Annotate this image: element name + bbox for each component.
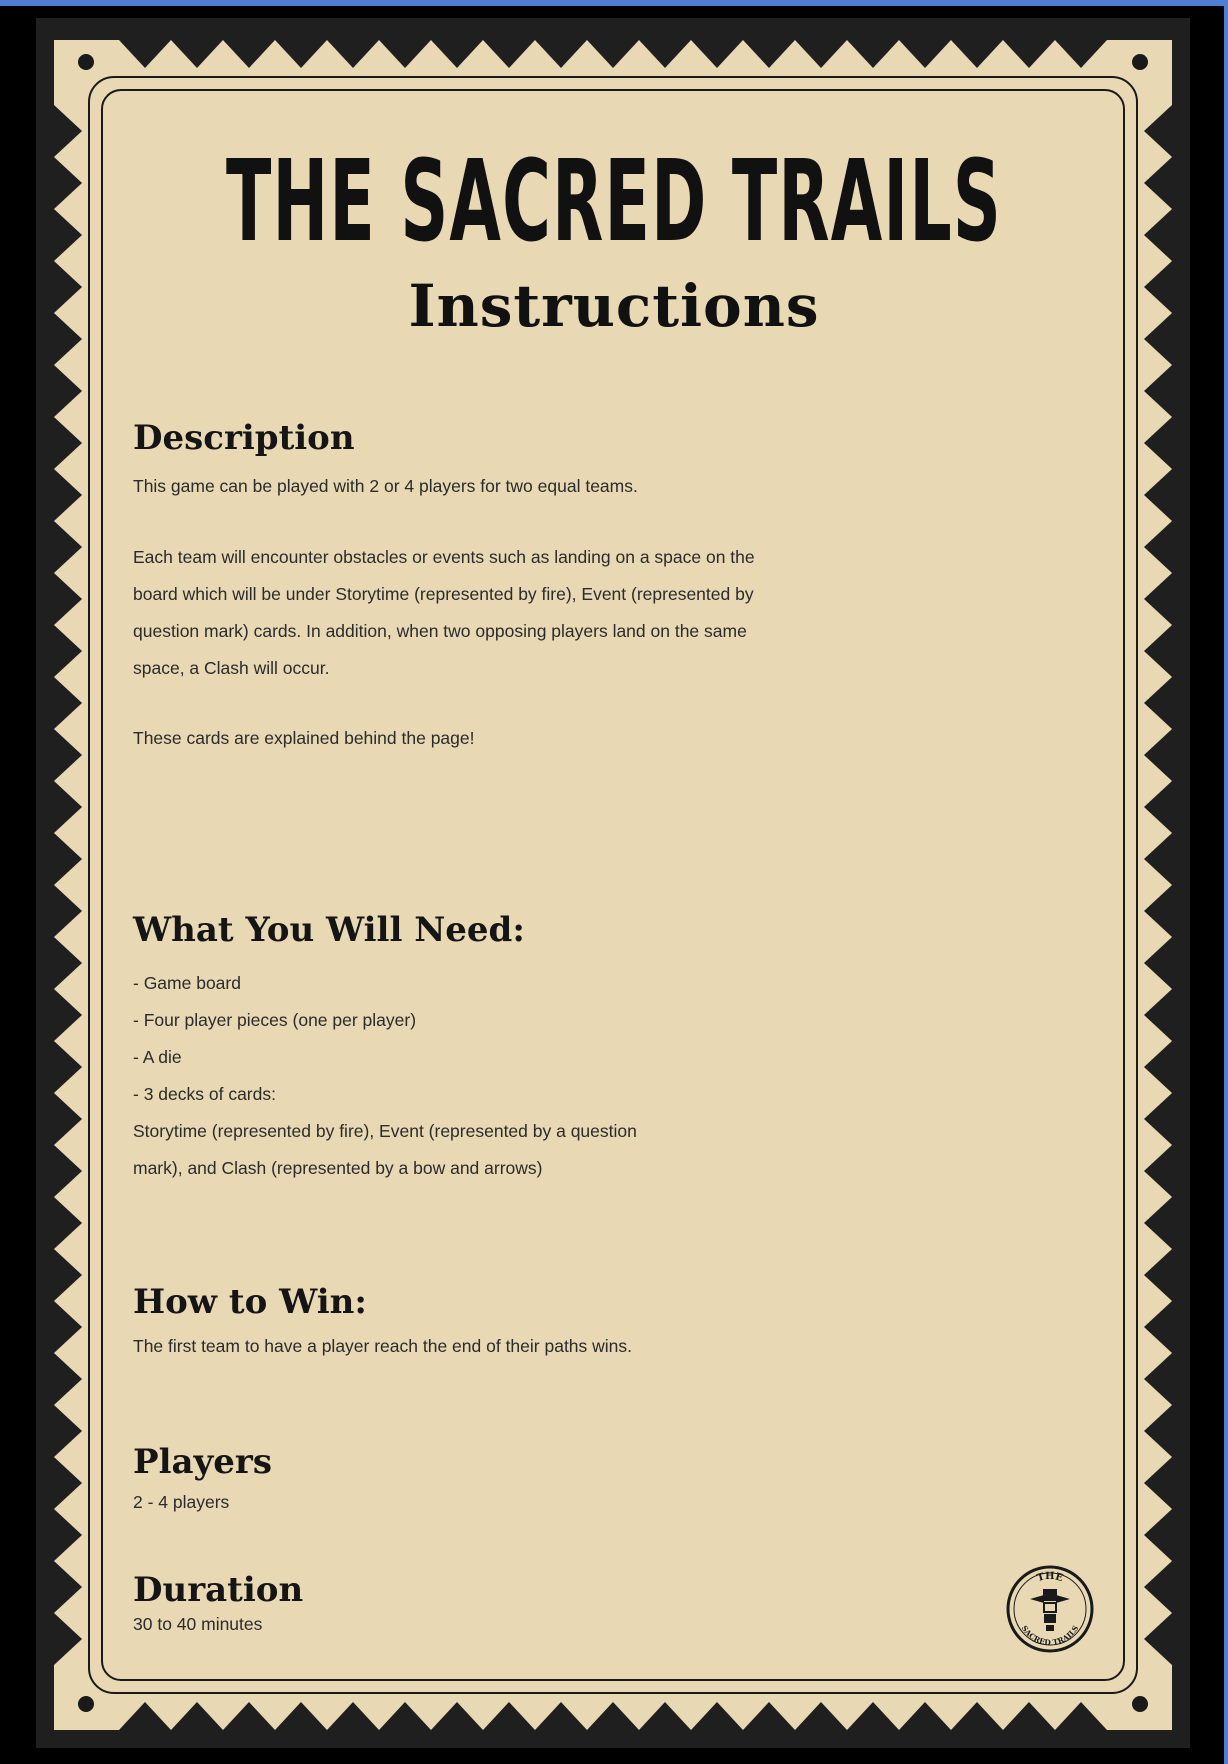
corner-dot-top-left [78,54,94,70]
border-tooth-bottom [535,1702,587,1730]
duration-text: 30 to 40 minutes [133,1614,263,1634]
players-heading: Players [133,1442,272,1482]
border-tooth-right [1144,1561,1172,1613]
players-text: 2 - 4 players [133,1492,230,1512]
border-tooth-left [54,1561,82,1613]
border-tooth-bottom [119,1702,171,1730]
corner-dot-bottom-left [78,1696,94,1712]
border-tooth-bottom [431,1702,483,1730]
description-line: space, a Clash will occur. [133,658,330,678]
border-tooth-left [54,1249,82,1301]
border-tooth-left [54,989,82,1041]
border-tooth-bottom [847,1702,899,1730]
svg-text:THE [1036,1571,1065,1584]
border-tooth-right [1144,1249,1172,1301]
border-tooth-top [899,40,951,68]
logo-top-text: THE [1035,1570,1065,1585]
border-tooth-top [743,40,795,68]
border-tooth-right [1144,781,1172,833]
border-tooth-bottom [639,1702,691,1730]
border-tooth-right [1144,469,1172,521]
border-tooth-right [1144,417,1172,469]
border-tooth-top [847,40,899,68]
border-tooth-right [1144,885,1172,937]
border-tooth-top [587,40,639,68]
border-tooth-bottom [275,1702,327,1730]
border-tooth-bottom [483,1702,535,1730]
logo-bottom-text: SACRED TRAILS [1019,1623,1081,1648]
border-tooth-left [54,729,82,781]
border-tooth-left [54,1457,82,1509]
page-title-text: THE SACRED TRAILS [226,137,1002,258]
border-tooth-top [795,40,847,68]
needs-line: - Game board [133,973,241,993]
description-line: Each team will encounter obstacles or events such as landing on a space on the [133,547,755,567]
border-tooth-left [54,1509,82,1561]
needs-line: Storytime (represented by fire), Event (represented by a question [133,1121,637,1141]
border-tooth-left [54,469,82,521]
border-tooth-left [54,1353,82,1405]
border-tooth-left [54,365,82,417]
border-tooth-right [1144,625,1172,677]
border-tooth-left [54,1041,82,1093]
border-tooth-bottom [691,1702,743,1730]
border-tooth-left [54,781,82,833]
border-tooth-right [1144,1457,1172,1509]
border-tooth-left [54,1197,82,1249]
page-subtitle: Instructions [408,272,820,340]
description-heading: Description [133,418,355,458]
border-tooth-top [379,40,431,68]
border-tooth-left [54,677,82,729]
description-line: These cards are explained behind the page! [133,728,475,748]
border-tooth-bottom [1003,1702,1055,1730]
window-right-edge [1224,0,1228,1764]
border-tooth-top [171,40,223,68]
border-tooth-right [1144,1405,1172,1457]
border-tooth-right [1144,729,1172,781]
border-tooth-top [223,40,275,68]
border-tooth-bottom [1055,1702,1107,1730]
duration-heading: Duration [133,1570,304,1610]
border-tooth-right [1144,1197,1172,1249]
needs-line: - Four player pieces (one per player) [133,1010,417,1030]
border-tooth-top [119,40,171,68]
description-line: This game can be played with 2 or 4 players for two equal teams. [133,476,638,496]
border-tooth-right [1144,937,1172,989]
border-tooth-right [1144,1093,1172,1145]
border-tooth-right [1144,573,1172,625]
border-tooth-bottom [327,1702,379,1730]
border-tooth-bottom [795,1702,847,1730]
border-tooth-left [54,1613,82,1665]
border-tooth-bottom [223,1702,275,1730]
totem-pole-icon [1004,1563,1096,1655]
border-tooth-top [483,40,535,68]
description-line: question mark) cards. In addition, when two opposing players land on the same [133,621,747,641]
border-tooth-right [1144,1301,1172,1353]
border-tooth-right [1144,1509,1172,1561]
border-tooth-right [1144,1353,1172,1405]
border-tooth-top [327,40,379,68]
border-tooth-right [1144,521,1172,573]
border-tooth-top [431,40,483,68]
win-heading: How to Win: [133,1282,367,1322]
border-tooth-right [1144,365,1172,417]
border-tooth-left [54,937,82,989]
needs-line: - A die [133,1047,182,1067]
border-tooth-left [54,573,82,625]
border-tooth-top [535,40,587,68]
border-tooth-top [691,40,743,68]
description-line: board which will be under Storytime (represented by fire), Event (represented by [133,584,754,604]
border-tooth-right [1144,833,1172,885]
border-tooth-left [54,625,82,677]
border-tooth-right [1144,677,1172,729]
needs-heading: What You Will Need: [133,910,525,950]
corner-dot-top-right [1132,54,1148,70]
border-tooth-bottom [743,1702,795,1730]
border-tooth-left [54,1405,82,1457]
border-tooth-top [1003,40,1055,68]
border-tooth-bottom [587,1702,639,1730]
win-text: The first team to have a player reach the end of their paths wins. [133,1336,633,1356]
border-tooth-left [54,417,82,469]
border-tooth-left [54,521,82,573]
border-tooth-left [54,1145,82,1197]
border-tooth-top [639,40,691,68]
border-tooth-top [275,40,327,68]
border-tooth-left [54,833,82,885]
border-tooth-bottom [899,1702,951,1730]
window-top-edge [0,0,1228,6]
border-tooth-right [1144,1041,1172,1093]
needs-line: mark), and Clash (represented by a bow and arrows) [133,1158,543,1178]
border-tooth-right [1144,989,1172,1041]
corner-dot-bottom-right [1132,1696,1148,1712]
page-title [0,108,1228,258]
border-tooth-right [1144,1145,1172,1197]
border-tooth-left [54,1301,82,1353]
border-tooth-right [1144,1613,1172,1665]
border-tooth-top [951,40,1003,68]
border-tooth-bottom [379,1702,431,1730]
border-tooth-bottom [171,1702,223,1730]
border-tooth-left [54,1093,82,1145]
border-tooth-top [1055,40,1107,68]
needs-line: - 3 decks of cards: [133,1084,276,1104]
border-tooth-left [54,885,82,937]
border-tooth-bottom [951,1702,1003,1730]
